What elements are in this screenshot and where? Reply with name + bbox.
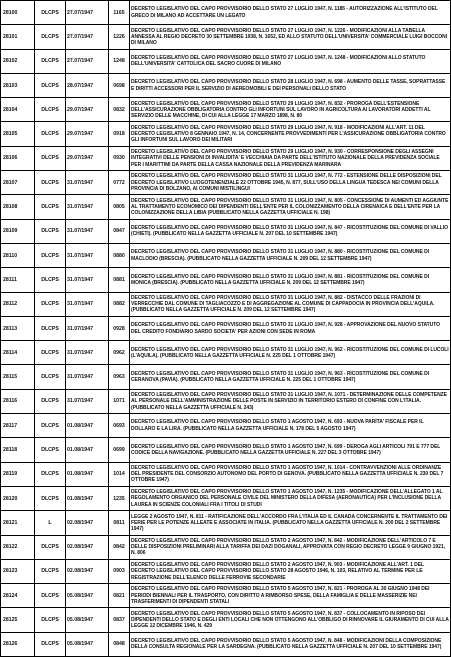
act-date-cell: 31.07/1947 [66, 171, 109, 195]
table-row [1, 1, 451, 25]
act-description-cell [130, 98, 451, 122]
description-text: DECRETO LEGISLATIVO DEL CAPO PROVVISORIO DELLO STATO 27 LUGLIO 1947, N. 1185 - AUTORIZZAZIONE ALL'ISTITUTO DEL GRECO DI MILANO AD ACCETTARE UN LEGATO [131, 6, 438, 19]
description-text: DECRETO LEGISLATIVO DEL CAPO PROVVISORIO DELLO STATO 28 LUGLIO 1947, N. 698 - AUMENTO DELLE TASSE, SOPRATTASSE E DIRITTI ACCESSORI PER IL SERVIZIO DI AEREOMOBILI E DEI PERSONALI DELLO STATO [131, 79, 446, 92]
act-number-cell: 0811 [109, 511, 130, 535]
act-date-cell: 27.07/1947 [66, 1, 109, 25]
act-number-cell: 0930 [109, 146, 130, 170]
act-number-cell: 0928 [109, 316, 130, 340]
act-number-cell: 1226 [109, 25, 130, 49]
row-id-cell: 28108 [1, 195, 35, 219]
act-description-cell [130, 243, 451, 267]
table-row [1, 462, 451, 486]
act-description-cell [130, 389, 451, 413]
act-description-cell [130, 195, 451, 219]
row-id-cell: 28107 [1, 171, 35, 195]
table-row [1, 243, 451, 267]
table-row [1, 584, 451, 608]
act-date-cell: 02.08/1947 [66, 535, 109, 559]
act-description-cell [130, 511, 451, 535]
row-id-cell: 28123 [1, 559, 35, 583]
act-type-cell: DLCPS [35, 584, 66, 608]
act-type-cell: DLCPS [35, 73, 66, 97]
row-id-cell: 28114 [1, 341, 35, 365]
table-row [1, 25, 451, 49]
act-description-cell [130, 171, 451, 195]
act-number-cell: 0837 [109, 608, 130, 632]
row-id-cell: 28116 [1, 389, 35, 413]
act-number-cell: 1248 [109, 49, 130, 73]
description-text: DECRETO LEGISLATIVO DEL CAPO PROVVISORIO DELLO STATO 29 LUGLIO 1947, N. 930 - CORRESPONSIONE DEGLI ASSEGNI INTEGRATIVI DELLE PENSIONI DI INVALIDITA' E VECCHIAIA DA PARTE DELL'ISTITUTO NAZIONALE DELLA PREVIDENZA SOCIALE PER I MARITTIMI DA PARTE DELLA CASSA NAZIONALE DELLA PREVIDENZA MARINARA [131, 149, 440, 168]
row-id-cell: 28117 [1, 414, 35, 438]
act-date-cell: 31.07/1947 [66, 316, 109, 340]
row-id-cell: 28110 [1, 243, 35, 267]
act-number-cell: 1014 [109, 462, 130, 486]
act-description-cell [130, 268, 451, 292]
act-type-cell: DLCPS [35, 25, 66, 49]
act-type-cell: DLCPS [35, 98, 66, 122]
act-number-cell: 0882 [109, 292, 130, 316]
description-text: DECRETO LEGISLATIVO DEL CAPO PROVVISORIO DELLO STATO 27 LUGLIO 1947, N. 1248 - MODIFICAZIONI ALLO STATUTO DELL'UNIVERSITA' CATTOLICA DEL SACRO CUORE DI MILANO [131, 55, 426, 68]
table-row [1, 292, 451, 316]
act-number-cell: 0699 [109, 438, 130, 462]
act-date-cell: 29.07/1947 [66, 146, 109, 170]
description-text: DECRETO LEGISLATIVO DEL CAPO PROVVISORIO DELLO STATO 31 LUGLIO 1947, N. 1071 - DETERMINAZIONE DELLE COMPETENZE AL PERSONALE DELL'AMMINISTRAZIONE DELLE POSTE IN SERVIZIO IN TERRITORIO ESTERO DI CONFINE CON L'ITALIA. (PUBBLICATO NELLA GAZZETTA UFFICIALE N. 243) [131, 392, 447, 411]
act-number-cell: 0842 [109, 535, 130, 559]
act-date-cell: 27.07/1947 [66, 25, 109, 49]
row-id-cell: 28104 [1, 98, 35, 122]
act-type-cell: DLCPS [35, 219, 66, 243]
act-description-cell [130, 438, 451, 462]
row-id-cell: 28112 [1, 292, 35, 316]
description-text: DECRETO LEGISLATIVO DEL CAPO PROVVISORIO DELLO STATO 31 LUGLIO 1947, N. 772 - ESTENSIONE DELLE DISPOSIZIONI DEL DECRETO LEGISLATIVO LUOGOTENENZIALE 22 OTTOBRE 1945, N. 877, SULL'USO DELLA LINGUA TEDESCA NEI COMUNI DELLA PROVINCIA DI BOLZANO, AI COMUNI MISTILINGUI [131, 173, 442, 192]
act-type-cell: DLCPS [35, 195, 66, 219]
description-text: DECRETO LEGISLATIVO DEL CAPO PROVVISORIO DELLO STATO 1 AGOSTO 1947, N. 699 - DEROGA AGLI ARTICOLI 791 E 777 DEL CODICE DELLA NAVIGAZIONE. (PUBBLICATO NELLA GAZZETTA UFFICIALE N. 227 DEL 3 OTTOBRE 1947) [131, 443, 441, 456]
act-date-cell: 05.08/1947 [66, 608, 109, 632]
act-number-cell: 1235 [109, 486, 130, 510]
act-type-cell: DLCPS [35, 414, 66, 438]
description-text: DECRETO LEGISLATIVO DEL CAPO PROVVISORIO DELLO STATO 29 LUGLIO 1947, N. 832 - PROROGA DELL'ESTENSIONE DELL'ASSICURAZIONE OBBLIGATORIA CONTRO GLI INFORTUNI SUL LAVORO IN AGRICOLTURA AI LAVORATORI ADDETTI AL SERVIZIO DELLE MACCHINE, DI CUI ALLA LEGGE 17 MARZO 1898, N. 80 [131, 100, 431, 119]
row-id-cell: 28103 [1, 73, 35, 97]
table-row [1, 122, 451, 146]
act-date-cell: 29.07/1947 [66, 98, 109, 122]
table-row [1, 98, 451, 122]
act-number-cell: 0821 [109, 584, 130, 608]
row-id-cell: 28122 [1, 535, 35, 559]
act-date-cell: 27.07/1947 [66, 49, 109, 73]
act-type-cell: DLCPS [35, 268, 66, 292]
row-id-cell: 28106 [1, 146, 35, 170]
act-number-cell: 0881 [109, 268, 130, 292]
description-text: DECRETO LEGISLATIVO DEL CAPO PROVVISORIO DELLO STATO 2 AGOSTO 1947, N. 842 - MODIFICAZIONE DELL'ARTICOLO 7 E DELLE DISPOSIZIONI PRELIMINARI ALLA TARIFFA DEI DAZI DOGANALI, APPROVATA CON REGIO DECRETO LEGGE 9 GIUGNO 1921, N. 806 [131, 537, 445, 557]
table-row [1, 268, 451, 292]
table-row [1, 73, 451, 97]
table-row [1, 316, 451, 340]
act-type-cell: DLCPS [35, 462, 66, 486]
act-description-cell [130, 341, 451, 365]
description-text: DECRETO LEGISLATIVO DEL CAPO PROVVISORIO DELLO STATO 31 LUGLIO 1947, N. 880 - RICOSTITUZIONE DEL COMUNE DI MACLODIO (BRESCIA). (PUBBLICATO NELLA GAZZETTA UFFICIALE N. 209 DEL 12 SETTEMBRE 1947) [131, 249, 429, 262]
row-id-cell: 28109 [1, 219, 35, 243]
act-description-cell [130, 559, 451, 583]
table-row [1, 146, 451, 170]
act-type-cell: L [35, 511, 66, 535]
row-id-cell: 28105 [1, 122, 35, 146]
table-row [1, 219, 451, 243]
row-id-cell: 28102 [1, 49, 35, 73]
row-id-cell: 28126 [1, 632, 35, 656]
table-row [1, 389, 451, 413]
description-text: DECRETO LEGISLATIVO DEL CAPO PROVVISORIO DELLO STATO 31 LUGLIO 1947, N. 962 - RICOSTITUZIONE DEL COMUNE DI LUCOLI (L'AQUILA). (PUBBLICATO NELLA GAZZETTA UFFICIALE N. 225 DEL 1 OTTOBRE 1947) [131, 346, 449, 359]
act-date-cell: 31.07/1947 [66, 389, 109, 413]
act-type-cell: DLCPS [35, 341, 66, 365]
act-type-cell: DLCPS [35, 122, 66, 146]
act-date-cell: 01.08/1947 [66, 438, 109, 462]
act-type-cell: DLCPS [35, 486, 66, 510]
table-row [1, 438, 451, 462]
act-description-cell [130, 146, 451, 170]
table-row [1, 365, 451, 389]
act-type-cell: DLCPS [35, 49, 66, 73]
description-text: DECRETO LEGISLATIVO DEL CAPO PROVVISORIO DELLO STATO 31 LUGLIO 1947, N. 963 - RICOSTITUZIONE DEL COMUNE DI CERANOVA (PAVIA). (PUBBLICATO NELLA GAZZETTA UFFICIALE N. 225 DEL 1 OTTOBRE 1947) [131, 370, 429, 384]
description-text: DECRETO LEGISLATIVO DEL CAPO PROVVISORIO DELLO STATO 31 LUGLIO 1947, N. 882 - DISTACCO DELLE FRAZIONI DI VERRECCHIE DAL COMUNE DI TAGLIACOZZO E DI AGGREGAZIONE AL COMUNE DI CAPPADOCIA IN PROVINCIA DELL'AQUILA. (PUBBLICATO NELLA GAZZETTA UFFICIALE N. 209 DEL 12 SETTEMBRE 1947) [131, 294, 435, 314]
act-description-cell [130, 25, 451, 49]
act-description-cell [130, 49, 451, 73]
description-text: DECRETO LEGISLATIVO DEL CAPO PROVVISORIO DELLO STATO 5 AGOSTO 1947, N. 848 - MODIFICAZIONI DELLA COMPOSIZIONE DELLA CONSULTA REGIONALE PER LA SARDEGNA. (PUBBLICATO NELLA GAZZETTA UFFICIALE N. 207 DEL 10 SETTEMBRE 1947) [131, 638, 442, 651]
act-description-cell [130, 292, 451, 316]
row-id-cell: 28118 [1, 438, 35, 462]
description-text: DECRETO LEGISLATIVO DEL CAPO PROVVISORIO DELLO STATO 31 LUGLIO 1947, N. 881 - RICOSTITUZIONE DEL COMUNE DI MONICA (BRESCIA). (PUBBLICATO NELLA GAZZETTA UFFICIALE N. 209 DEL 12 SETTEMBRE 1947) [131, 273, 429, 286]
act-description-cell [130, 632, 451, 656]
act-number-cell: 0805 [109, 195, 130, 219]
row-id-cell: 28101 [1, 25, 35, 49]
table-row [1, 535, 451, 559]
act-description-cell [130, 1, 451, 25]
act-description-cell [130, 608, 451, 632]
act-number-cell: 0832 [109, 98, 130, 122]
table-row [1, 414, 451, 438]
act-type-cell: DLCPS [35, 535, 66, 559]
act-type-cell: DLCPS [35, 559, 66, 583]
row-id-cell: 28120 [1, 486, 35, 510]
table-row [1, 171, 451, 195]
act-number-cell: 0698 [109, 73, 130, 97]
act-number-cell: 0963 [109, 365, 130, 389]
act-type-cell: DLCPS [35, 1, 66, 25]
act-date-cell: 31.07/1947 [66, 195, 109, 219]
act-date-cell: 01.08/1947 [66, 462, 109, 486]
act-type-cell: DLCPS [35, 608, 66, 632]
table-row [1, 341, 451, 365]
act-number-cell: 0772 [109, 171, 130, 195]
act-description-cell [130, 535, 451, 559]
description-text: DECRETO LEGISLATIVO DEL CAPO PROVVISORIO DELLO STATO 27 LUGLIO 1947, N. 1226 - MODIFICAZIONI ALLA TABELLA ANNESSA AL REGIO DECRETO 30 SETTEMBRE 1938, N. 1652, ED ALLO STATUTO DELL'UNIVERSITA' COMMERCIALE LUIGI BOCCONI DI MILANO [131, 27, 448, 47]
row-id-cell: 28124 [1, 584, 35, 608]
row-id-cell: 28125 [1, 608, 35, 632]
act-number-cell: 0847 [109, 219, 130, 243]
act-description-cell [130, 414, 451, 438]
act-number-cell: 0903 [109, 559, 130, 583]
act-date-cell: 31.07/1947 [66, 219, 109, 243]
act-description-cell [130, 365, 451, 389]
act-description-cell [130, 462, 451, 486]
act-date-cell: 01.08/1947 [66, 486, 109, 510]
act-date-cell: 02.08/1947 [66, 511, 109, 535]
table-row [1, 632, 451, 656]
description-text: DECRETO LEGISLATIVO DEL CAPO PROVVISORIO DELLO STATO 1 AGOSTO 1947, N. 1014 - CONTRAVVENZIONI ALLE ORDINANZE DEL PRESIDENTE DEL CONSORZIO AUTONOMO DEL PORTO DI GENOVA. (PUBBLICATO NELLA GAZZETTA UFFICIALE N. 230 DEL 7 OTTOBRE 1947) [131, 464, 444, 484]
description-text: DECRETO LEGISLATIVO DEL CAPO PROVVISORIO DELLO STATO 31 LUGLIO 1947, N. 847 - RICOSTITUZIONE DEL COMUNE DI VALLIO (CHIETI). (PUBBLICATO NELLA GAZZETTA UFFICIALE N. 207 DEL 10 SETTEMBRE 1947) [131, 225, 448, 238]
act-date-cell: 31.07/1947 [66, 365, 109, 389]
table-row [1, 559, 451, 583]
act-date-cell: 31.07/1947 [66, 243, 109, 267]
act-number-cell: 1165 [109, 1, 130, 25]
row-id-cell: 28111 [1, 268, 35, 292]
act-description-cell [130, 73, 451, 97]
table-row [1, 195, 451, 219]
act-date-cell: 31.07/1947 [66, 268, 109, 292]
act-date-cell: 01.08/1947 [66, 414, 109, 438]
row-id-cell: 28100 [1, 1, 35, 25]
row-id-cell: 28121 [1, 511, 35, 535]
description-text: DECRETO LEGISLATIVO DEL CAPO PROVVISORIO DELLO STATO 31 LUGLIO 1947, N. 928 - APPROVAZIONE DEL NUOVO STATUTO DEL CREDITO FONDIARIO SARDO SOCIETA' PER AZIONI CON SEDE IN ROMA [131, 322, 441, 335]
act-date-cell: 29.07/1947 [66, 122, 109, 146]
act-number-cell: 0962 [109, 341, 130, 365]
act-date-cell: 05.08/1947 [66, 632, 109, 656]
act-date-cell: 02.08/1947 [66, 559, 109, 583]
row-id-cell: 28119 [1, 462, 35, 486]
description-text: DECRETO LEGISLATIVO DEL CAPO PROVVISORIO DELLO STATO 5 AGOSTO 1947, N. 837 - COLLOCAMENTO IN RIPOSO DEI DIPENDENTI DELLO STATO E DEGLI ENTI LOCALI CHE NON OTTENGONO ALL'OBBLIGO DI RINNOVARE IL GIURAMENTO DI CUI ALLA LEGGE 12 DICEMBRE 1946, N. 429 [131, 610, 449, 630]
description-text: DECRETO LEGISLATIVO DEL CAPO PROVVISORIO DELLO STATO 1 AGOSTO 1947, N. 693 - NUOVA PARITA' FISCALE PER IL DOLLARO E LA LIRA. (PUBBLICATO NELLA GAZZETTA UFFICIALE N. 178 DEL 5 AGOSTO 1947) [131, 419, 424, 432]
act-type-cell: DLCPS [35, 389, 66, 413]
act-date-cell: 05.08/1947 [66, 584, 109, 608]
act-type-cell: DLCPS [35, 438, 66, 462]
act-description-cell [130, 219, 451, 243]
decree-register-body [1, 1, 451, 657]
act-type-cell: DLCPS [35, 292, 66, 316]
act-number-cell: 0848 [109, 632, 130, 656]
act-date-cell: 31.07/1947 [66, 341, 109, 365]
table-row [1, 49, 451, 73]
table-row [1, 511, 451, 535]
act-description-cell [130, 122, 451, 146]
description-text: DECRETO LEGISLATIVO DEL CAPO PROVVISORIO DELLO STATO 1 AGOSTO 1947, N. 1235 - MODIFICAZIONE DELL'ALLEGATO 1 AL REGOLAMENTO ORGANICO DEL PERSONALE CIVILE DEL MINISTERO DELLA DIFESA (AERONAUTICA) PER L'INCLUSIONE DELLA LAUREA IN SCIENZE COLONIALI FRA I TITOLI DI STUDI [131, 489, 443, 508]
act-date-cell: 28.07/1947 [66, 73, 109, 97]
act-type-cell: DLCPS [35, 243, 66, 267]
act-date-cell: 31.07/1947 [66, 292, 109, 316]
act-number-cell: 0693 [109, 414, 130, 438]
act-type-cell: DLCPS [35, 365, 66, 389]
act-description-cell [130, 316, 451, 340]
act-type-cell: DLCPS [35, 171, 66, 195]
table-row [1, 608, 451, 632]
act-type-cell: DLCPS [35, 316, 66, 340]
act-number-cell: 0918 [109, 122, 130, 146]
description-text: DECRETO LEGISLATIVO DEL CAPO PROVVISORIO DELLO STATO 31 LUGLIO 1947, N. 805 - CONCESSIONE DI AUMENTI ED AGGIUNTE AL TRATTAMENTO ECONOMICO DEI DIPENDENTI DELL'ENTE PER IL COLONIZZAMENTO DELLA CIRENAICA E DELL'ENTE PER LA COLONIZZAZIONE DELLA LIBIA (PUBBLICATO NELLA GAZZETTA UFFICIALE N. 198) [131, 197, 449, 217]
description-text: DECRETO LEGISLATIVO DEL CAPO PROVVISORIO DELLO STATO 29 LUGLIO 1947, N. 918 - MODIFICAZIONI ALL'ART. 11 DEL DECRETO LEGISLATIVO 8 GENNAIO 1947, N. 14, CONCERNENTE PROVVEDIMENTI PER L'ASSICURAZIONE OBBLIGATORIA CONTRO GLI INFORTUNI SUL LAVORO DEI MILITARI [131, 124, 446, 144]
description-text: LEGGE 2 AGOSTO 1947, N. 811 - RATIFICAZIONE DELL'ACCORDO FRA L'ITALIA ED IL CANADA CONCERNENTE IL TRATTAMENTO DEI FERIE PER LE POTENZE ALLEATE E ASSOCIATE IN ITALIA. (PUBBLICATO NELLA GAZZETTA UFFICIALE N. 200 DEL 2 SETTEMBRE 1947) [131, 513, 448, 532]
act-number-cell: 0880 [109, 243, 130, 267]
act-type-cell: DLCPS [35, 146, 66, 170]
description-text: DECRETO LEGISLATIVO DEL CAPO PROVVISORIO DELLO STATO 5 AGOSTO 1947, N. 821 - PROROGA AL 30 GIUGNO 1948 DEI PERIODI BIENNALI PER IL TRASPORTO, CON DIRITTO A RIMBORSO SPESE, DELLA FAMIGLIA E DELLE MASSERIZIE NEI TRASFERIMENTI DI DIPENDENTI STATALI [131, 586, 430, 605]
act-description-cell [130, 486, 451, 510]
act-description-cell [130, 584, 451, 608]
table-row [1, 486, 451, 510]
row-id-cell: 28113 [1, 316, 35, 340]
act-number-cell: 1071 [109, 389, 130, 413]
act-type-cell: DLCPS [35, 632, 66, 656]
description-text: DECRETO LEGISLATIVO DEL CAPO PROVVISORIO DELLO STATO 2 AGOSTO 1947, N. 903 - MODIFICAZIONE ALL'ART. 1 DEL DECRETO LEGISLATIVO DEL CAPO PROVVISORIO DELLO STATO 28 AGOSTO 1946, N. 103, RELATIVO AL TERMINE PER LE REGISTRAZIONE DELL'ELENCO DELLE FERROVIE SECONDARIE [131, 562, 424, 581]
row-id-cell: 28115 [1, 365, 35, 389]
